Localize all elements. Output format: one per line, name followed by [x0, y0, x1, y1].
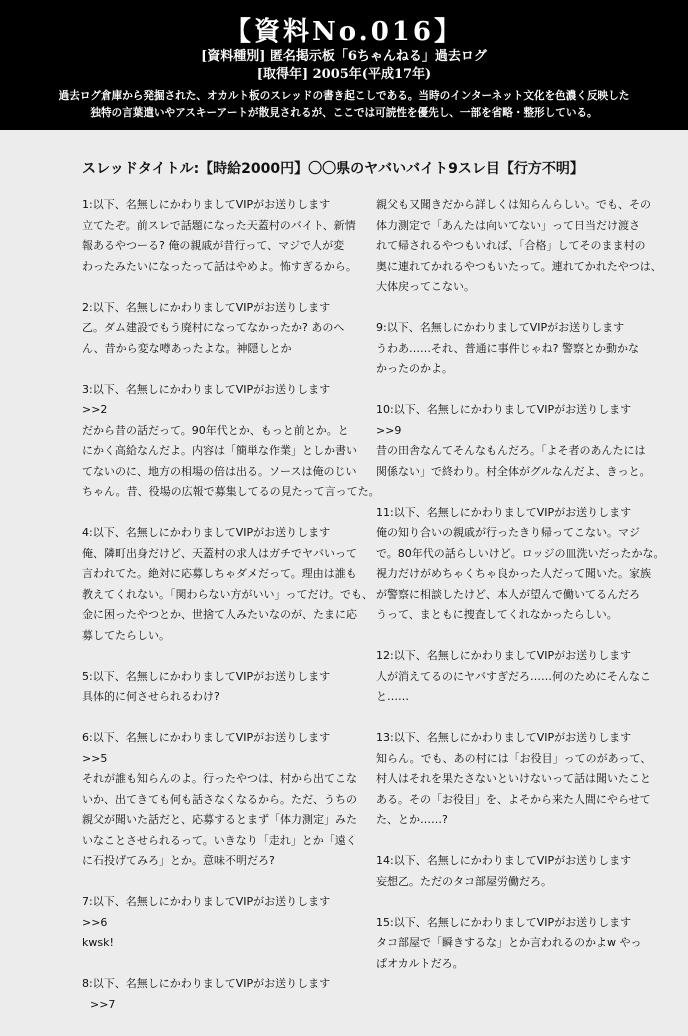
right-column	[376, 195, 665, 995]
post-text-line: てないのに、地方の相場の倍は出る。ソースは俺のじい	[82, 464, 357, 478]
thread-post	[376, 400, 658, 482]
thread-post	[82, 892, 364, 954]
post-header: 10:以下、名無しにかわりましてVIPがお送りします	[376, 403, 632, 416]
post-text-line: ある。その「お役目」を、よそから来た人間にやらせて	[376, 792, 651, 806]
thread-post	[82, 974, 364, 1015]
reply-anchor: >>2	[82, 403, 108, 416]
post-header: 13:以下、名無しにかわりましてVIPがお送りします	[376, 731, 632, 744]
thread-title: スレッドタイトル:【時給2000円】〇〇県のヤバいバイト9スレ目【行方不明】	[82, 161, 584, 177]
post-text-line: た、とか……?	[376, 813, 448, 826]
post-header: 1:以下、名無しにかわりましてVIPがお送りします	[82, 198, 331, 211]
post-text-line: kwsk!	[82, 936, 114, 949]
post-header: 4:以下、名無しにかわりましてVIPがお送りします	[82, 526, 331, 539]
reply-anchor: >>6	[82, 915, 108, 929]
post-text-line: タコ部屋で「瞬きするな」とか言われるのかよw やっ	[376, 936, 642, 949]
left-column	[82, 195, 380, 1036]
post-text-line: わったみたいになったって話はやめよ。怖すぎるから。	[82, 259, 357, 273]
post-header: 8:以下、名無しにかわりましてVIPがお送りします	[82, 977, 331, 990]
thread-post	[82, 380, 380, 503]
document-type-line: [資料種別] 匿名掲示板「6ちゃんねる」過去ログ	[201, 49, 487, 64]
post-text-line: にかく高給なんだよ。内容は「簡単な作業」としか書い	[82, 444, 357, 457]
thread-post	[376, 195, 662, 298]
post-header: 3:以下、名無しにかわりましてVIPがお送りします	[82, 382, 331, 396]
post-header: 9:以下、名無しにかわりましてVIPがお送りします	[376, 321, 625, 334]
post-text-line: ちゃん。昔、役場の広報で募集してるの見たって言ってた。	[82, 485, 380, 498]
post-header: 5:以下、名無しにかわりましてVIPがお送りします	[82, 669, 331, 683]
thread-post	[376, 851, 658, 892]
post-text-line: に石投げてみろ」とか。意味不明だろ?	[82, 854, 275, 867]
thread-post	[82, 667, 364, 708]
reply-anchor: >>7	[90, 997, 116, 1011]
post-text-line: 体力測定で「あんたは向いてない」って日当だけ渡さ	[376, 218, 640, 232]
thread-post	[82, 523, 374, 646]
intro-line: 過去ログ倉庫から発掘された、オカルト板のスレッドの書き起こしである。当時のインターネット文化を色濃く反映した	[58, 90, 630, 102]
thread-post	[82, 195, 364, 277]
document-title: 【資料No.016】	[225, 17, 463, 47]
post-text-line: ぱオカルトだろ。	[376, 956, 464, 970]
post-text-line: うって、まともに捜査してくれなかったらしい。	[376, 608, 618, 621]
post-text-line: それが誰も知らんのよ。行ったやつは、村から出てこな	[82, 772, 357, 785]
post-text-line: が警察に相談したけど、本人が望んで働いてるんだろ	[376, 587, 640, 601]
thread-post	[376, 503, 665, 626]
post-text-line: 教えてくれない。「関わらない方がいい」ってだけ。でも、	[82, 587, 374, 601]
post-text-line: 視力だけがめちゃくちゃ良かった人だって聞いた。家族	[376, 567, 651, 580]
acquisition-year-line: [取得年] 2005年(平成17年)	[256, 67, 432, 82]
post-header: 11:以下、名無しにかわりましてVIPがお送りします	[376, 505, 632, 519]
post-text-line: 募してたらしい。	[82, 628, 170, 642]
post-header: 15:以下、名無しにかわりましてVIPがお送りします	[376, 915, 632, 929]
thread-post	[376, 318, 658, 380]
post-text-line: 大体戻ってこない。	[376, 280, 475, 293]
intro-line: 独特の言葉遣いやアスキーアートが散見されるが、ここでは可読性を優先し、一部を省略・整形している。	[90, 107, 598, 119]
intro-text	[0, 88, 688, 122]
document-header	[0, 0, 688, 130]
post-text-line: 人が消えてるのにヤバすぎだろ……何のためにそんなこ	[376, 669, 651, 683]
post-header: 14:以下、名無しにかわりましてVIPがお送りします	[376, 854, 632, 867]
thread-post	[82, 298, 364, 360]
post-text-line: ん、昔から変な噂あったよな。神隠しとか	[82, 341, 292, 355]
post-text-line: 立てたぞ。前スレで話題になった天蓋村のバイト、新情	[82, 218, 356, 232]
post-text-line: 俺、隣町出身だけど、天蓋村の求人はガチでヤバいって	[82, 546, 357, 560]
post-text-line: と……	[376, 690, 409, 703]
post-text-line: 俺の知り合いの親戚が行ったきり帰ってこない。マジ	[376, 526, 640, 539]
post-header: 2:以下、名無しにかわりましてVIPがお送りします	[82, 300, 331, 314]
post-text-line: うわあ……それ、普通に事件じゃね? 警察とか動かな	[376, 341, 639, 355]
post-text-line: で。80年代の話らしいけど。ロッジの皿洗いだったかな。	[376, 546, 665, 560]
post-text-line: 奥に連れてかれるやつもいたって。連れてかれたやつは、	[376, 259, 662, 273]
post-header: 6:以下、名無しにかわりましてVIPがお送りします	[82, 731, 331, 744]
post-text-line: いなことさせられるって。いきなり「走れ」とか「遠く	[82, 833, 357, 847]
post-text-line: いか、出てきても何も話さなくなるから。ただ、うちの	[82, 792, 357, 806]
post-text-line: 金に困ったやつとか、世捨て人みたいなのが、たまに応	[82, 608, 357, 621]
post-text-line: 関係ない」で終わり。村全体がグルなんだよ、きっと。	[376, 464, 651, 478]
post-text-line: 言われてた。絶対に応募しちゃダメだって。理由は誰も	[82, 567, 357, 580]
post-text-line: れて帰されるやつもいれば、「合格」してそのまま村の	[376, 239, 646, 252]
thread-post	[376, 646, 658, 708]
post-text-line: 具体的に何させられるわけ?	[82, 690, 220, 703]
post-header: 12:以下、名無しにかわりましてVIPがお送りします	[376, 649, 632, 662]
post-text-line: 昔の田舎なんてそんなもんだろ。「よそ者のあんたには	[376, 444, 646, 457]
post-text-line: 知らん。でも、あの村には「お役目」ってのがあって、	[376, 751, 652, 765]
thread-post	[82, 728, 364, 872]
reply-anchor: >>5	[82, 751, 108, 765]
post-text-line: 報あるやつーる? 俺の親戚が昔行って、マジで人が変	[82, 239, 345, 252]
post-text-line: 乙。ダム建設でもう廃村になってなかったか? あのへ	[82, 321, 345, 334]
post-text-line: 村人はそれを果たさないといけないって話は聞いたこと	[376, 772, 651, 785]
post-text-line: かったのかよ。	[376, 362, 453, 375]
post-text-line: だから昔の話だって。90年代とか、もっと前とか。と	[82, 423, 349, 437]
post-text-line: 親父が聞いた話だと、応募するとまず「体力測定」みた	[82, 813, 357, 826]
post-header: 7:以下、名無しにかわりましてVIPがお送りします	[82, 895, 331, 908]
reply-anchor: >>9	[376, 423, 402, 437]
thread-post	[376, 728, 658, 831]
post-text-line: 親父も又聞きだから詳しくは知らんらしい。でも、その	[376, 198, 651, 211]
post-text-line: 妄想乙。ただのタコ部屋労働だろ。	[376, 874, 552, 888]
thread-post	[376, 913, 658, 975]
